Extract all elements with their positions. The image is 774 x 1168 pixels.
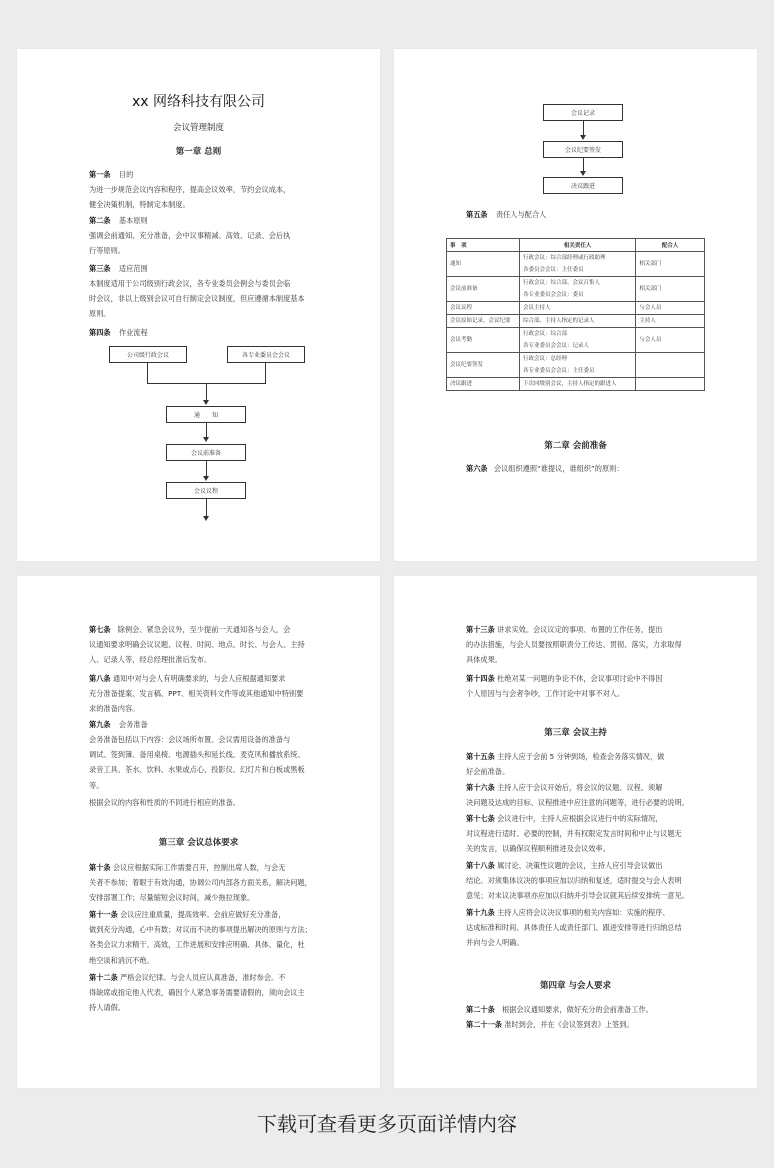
table-row [447,315,705,328]
section-article-11 [89,907,361,968]
article-number: 第八条 [89,674,111,683]
table-cell: 通知 [447,252,520,277]
article-body: 强调会前通知、充分准备，会中议事精减、高效、记录、会后执 行等原则。 [89,231,291,256]
article-number: 第十二条 [89,973,118,982]
table-cell: 行政会议：综合部、会议召集人 各专业委员会会议：委员 [519,277,635,302]
table-header-cell: 事 项 [447,239,520,252]
section-article-8 [89,671,361,717]
section-article-15 [466,749,738,779]
table-cell: 行政会议：综合部经理或行政助理 各委员会会议：主任委员 [519,252,635,277]
article-body: 讲求实效。会议议定的事项、布置的工作任务，提出 的办法措施，与会人员要按照职责分工传达、贯彻、落实，力求取得 具体成果。 [466,625,682,665]
article-body: 本制度适用于公司级别行政会议，各专业委员会例会与委员会临 时会议，非以上级别会议可自行制定会议制度，但应遵循本制度基本 原则。 [89,279,305,319]
article-body: 主持人应将会议决议事项的相关内容如：实施的程序、 达成标准和时间、具体责任人或责任部门、跟进安排等进行归纳总结 并向与会人明确。 [466,908,682,948]
section-article-14 [466,671,738,701]
flow-arrow-icon [203,476,209,481]
flow-arrow-icon [580,135,586,140]
article-number: 第二条 [89,216,111,225]
flow-box-follow-up: 决议跟进 [543,177,623,194]
flow-connector [206,498,207,518]
table-cell: 行政会议：总经理 各专业委员会会议：主任委员 [519,353,635,378]
article-body: 会议应根据实际工作需要召开，控制出席人数，与会无 关者不参加；着眼于有效沟通，协调公司内部各方面关系，解决问题， 安排部署工作；尽量缩短会议时间，减少拖拉现象。 [89,863,312,903]
article-number: 第十三条 [466,625,495,634]
chapter-heading: 第四章 与会人要求 [540,981,611,991]
table-row [447,277,705,302]
article-number: 第三条 [89,264,111,273]
section-article-20 [466,1002,738,1017]
section-article-5 [466,207,726,222]
section-article-21 [466,1017,738,1032]
table-cell: 与会人员 [636,328,705,353]
article-number: 第十条 [89,863,111,872]
table-cell: 主持人 [636,315,705,328]
article-number: 第七条 [89,625,111,634]
article-body: 会务准备包括以下内容：会议场所布置、会议需用设备的准备与 调试、签到簿、备用桌椅、电源插头和延长线、麦克风和播放系统、 录音工具、茶水、饮料、水果或点心、投影仪、幻灯片和白板或黑板 等。 [89,735,305,790]
table-cell: 下次同级别会议，主持人指定的跟进人 [519,378,635,391]
section-article-2 [89,213,349,228]
section-article-7 [89,622,361,668]
table-header-cell: 相关责任人 [519,239,635,252]
article-number: 第五条 [466,210,488,219]
document-title: 会议管理制度 [172,123,224,133]
article-body: 通知中对与会人有明确要求的，与会人应根据通知要求 充分准备提案、发言稿、PPT、相关资料文件等或其他通知中特别要 求的准备内容。 [89,674,304,714]
table-cell: 决议跟进 [447,378,520,391]
section-article-18 [466,858,738,904]
table-cell: 会议前准备 [447,277,520,302]
flow-box-minutes: 会议记录 [543,104,623,121]
article-number: 第十九条 [466,908,495,917]
table-row [447,252,705,277]
section-article-17 [466,811,738,857]
article-heading: 目的 [118,170,134,179]
article-number: 第十七条 [466,814,495,823]
article-number: 第十一条 [89,910,118,919]
table-row [447,378,705,391]
closing-paragraph: 根据会议的内容和性质的不同进行相应的准备。 [89,798,240,807]
table-header-cell: 配合人 [636,239,705,252]
article-heading: 作业流程 [118,328,148,337]
article-body: 主持人应于会议开始后，将会议的议题、议程、须解 决问题及达成的目标、议程推进中应注意的问题等，进行必要的说明。 [466,783,689,808]
article-body: 主持人应于会前 5 分钟到场，检查会务落实情况，做 好会前准备。 [466,752,665,777]
flow-connector [265,362,266,383]
article-heading: 会务准备 [118,720,148,729]
article-number: 第十五条 [466,752,495,761]
article-body: 除例会、紧急会议外，至少提前一天通知各与会人，会 议通知要求明确会议议题、议程、时间、地点、时长、与会人、主持 人、记录人等，经总经理批准后发布。 [89,625,305,665]
table-cell [636,353,705,378]
article-number: 第十八条 [466,861,495,870]
table-cell: 相关部门 [636,277,705,302]
article-heading: 责任人与配合人 [495,210,547,219]
flow-box-admin-meeting: 公司级行政会议 [109,346,187,363]
article-body: 根据会议通知要求，做好充分的会前准备工作。 [501,1005,653,1014]
table-cell: 与会人员 [636,302,705,315]
section-article-6 [466,461,736,476]
article-body: 会议进行中，主持人应根据会议进行中的实际情况， 对议程进行适时、必要的控制，并有权限定发言时间和中止与议题无 关的发言，以确保议程顺利推进及会议效率。 [466,814,682,854]
section-article-3 [89,261,349,276]
chapter-heading: 第二章 会前准备 [544,441,607,451]
article-number: 第二十一条 [466,1020,502,1029]
article-body: 严格会议纪律。与会人员应认真准备，准时参会。不 得缺席或指定他人代表，确因个人紧急事务需要请假的，须向会议主 持人请假。 [89,973,305,1013]
article-heading: 基本原则 [118,216,148,225]
flow-box-notice: 通 知 [166,406,246,423]
document-page-1 [17,49,380,561]
chapter-heading: 第三章 会议总体要求 [158,838,239,848]
table-cell: 综合部、主持人指定的记录人 [519,315,635,328]
table-cell [636,378,705,391]
download-prompt-text: 下载可查看更多页面详情内容 [257,1112,517,1136]
table-cell: 会议纪要签发 [447,353,520,378]
table-cell: 会议考勤 [447,328,520,353]
company-title: xx 网络科技有限公司 [131,94,266,110]
responsibility-table [446,238,705,391]
article-body: 属讨论、决策性议题的会议，主持人应引导会议做出 结论。对须集体议决的事项应加以归纳和复述，适时提交与会人表明 意见；对未议决事项亦应加以归纳并引导会议就其后续安排统一意见。 [466,861,689,901]
flow-connector [147,362,148,383]
table-row [447,302,705,315]
section-article-16 [466,780,738,810]
section-article-13 [466,622,738,668]
flow-box-preparation: 会议前准备 [166,444,246,461]
article-body: 会议组织遵照“谁提议，谁组织”的原则： [493,464,624,473]
section-article-4 [89,325,349,340]
article-number: 第一条 [89,170,111,179]
flow-arrow-icon [203,516,209,521]
flow-box-committee-meeting: 各专业委员会会议 [227,346,305,363]
flow-arrow-icon [580,171,586,176]
article-body: 为进一步规范会议内容和程序，提高会议效率，节约会议成本， 健全决策机制，特制定本制度。 [89,185,291,210]
flow-arrow-icon [203,400,209,405]
article-body: 准时到会，并在《会议签到表》上签到。 [504,1020,634,1029]
article-body: 杜绝对某一问题的争论不休，会议事项讨论中不得因 个人原因与与会者争吵，工作讨论中对事不对人。 [466,674,663,699]
section-article-12 [89,970,361,1016]
article-number: 第六条 [466,464,488,473]
table-cell: 会议原始记录，会议纪要 [447,315,520,328]
table-row [447,353,705,378]
document-page-2 [394,49,757,561]
section-article-19 [466,905,738,951]
document-page-4 [394,576,757,1088]
article-body: 会议应注重质量，提高效率。会前应做好充分准备， 做到充分沟通，心中有数；对议而不决的事项提出解决的原则与方法； 各类会议力求精干、高效，工作进展和安排应明确、具体、量化，杜 绝空谈和消沉不绝。 [89,910,312,965]
table-cell: 行政会议：综合部 各专业委员会会议：记录人 [519,328,635,353]
article-number: 第四条 [89,328,111,337]
table-header-row [447,239,705,252]
article-number: 第九条 [89,720,111,729]
section-article-9 [89,717,349,732]
table-cell: 会议主持人 [519,302,635,315]
flow-box-summary-issue: 会议纪要签发 [543,141,623,158]
article-number: 第二十条 [466,1005,495,1014]
document-page-3 [17,576,380,1088]
chapter-heading: 第三章 会议主持 [544,728,607,738]
flow-box-agenda: 会议议程 [166,482,246,499]
section-article-1 [89,167,349,182]
article-heading: 适应范围 [118,264,148,273]
article-number: 第十四条 [466,674,495,683]
article-number: 第十六条 [466,783,495,792]
chapter-heading: 第一章 总则 [175,147,222,157]
flow-arrow-icon [203,437,209,442]
table-cell: 会议议程 [447,302,520,315]
section-article-10 [89,860,361,906]
table-row [447,328,705,353]
table-cell: 相关部门 [636,252,705,277]
